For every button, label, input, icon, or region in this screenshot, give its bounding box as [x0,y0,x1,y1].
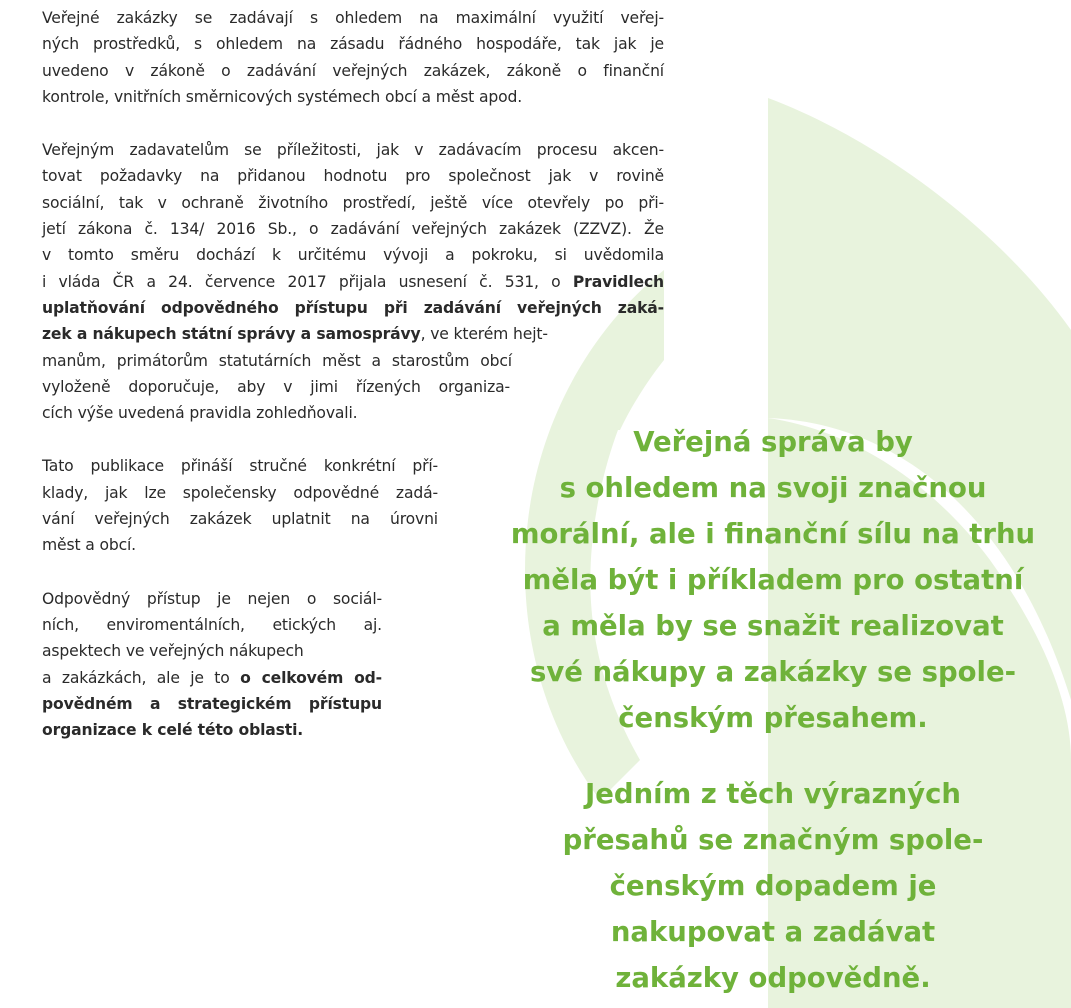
text-line: jetí zákona č. 134/ 2016 Sb., o zadávání veřejných zakázek (ZZVZ). Že [42,220,664,239]
text-line: vání veřejných zakázek uplatnit na úrovni [42,510,438,529]
quote-line: čenským dopadem je [609,870,937,902]
bold-text-run: Pravidlech [572,272,664,291]
text-run: a zakázkách, ale je to [42,668,241,687]
text-line [42,295,664,321]
text-line: cích výše uvedená pravidla zohledňovali. [42,404,358,423]
text-line: v tomto směru dochází k určitému vývoji a pokroku, si uvědomila [42,246,664,265]
quote-line: své nákupy a zakázky se spole- [529,656,1017,688]
quote-line: Veřejná správa by [633,426,913,458]
bold-text-run: organizace k celé této oblasti. [42,721,304,740]
bold-text-run: zek a nákupech státní správy a samosprávy [42,325,421,344]
paragraph-4 [42,586,382,744]
bold-text-run: povědném a strategickém přístupu [42,694,382,713]
text-line: ních, enviromentálních, etických aj. [42,615,382,634]
pull-quote-1 [508,419,1038,741]
pull-quote-2 [508,771,1038,1001]
text-line [42,691,382,717]
text-line: Tato publikace přináší stručné konkrétní pří- [42,457,438,476]
text-line: ných prostředků, s ohledem na zásadu řádného hospodáře, tak jak je [42,35,664,54]
quote-line: Jedním z těch výrazných [585,778,961,810]
text-line [42,717,382,743]
text-line: manům, primátorům statutárních měst a starostům obcí [42,351,512,370]
paragraph-3 [42,453,438,558]
text-line: Odpovědný přístup je nejen o sociál- [42,589,382,608]
quote-line: zakázky odpovědně. [615,962,931,994]
quote-line: měla být i příkladem pro ostatní [522,564,1024,596]
text-line: aspektech ve veřejných nákupech [42,642,304,661]
text-run: , ve kterém hejt- [420,325,548,344]
text-line: Veřejné zakázky se zadávají s ohledem na maximální využití veřej- [42,9,664,27]
paragraph-1 [42,5,664,110]
bold-text-run: uplatňování odpovědného přístupu při zadávání veřejných zaká- [42,298,664,317]
text-line: uvedeno v zákoně o zadávání veřejných zakázek, zákoně o finanční [42,61,664,80]
text-line: vyloženě doporučuje, aby v jimi řízených organiza- [42,377,510,396]
text-line: Veřejným zadavatelům se příležitosti, jak v zadávacím procesu akcen- [42,141,664,160]
text-line [42,269,664,295]
quote-line: přesahů se značným spole- [562,824,984,856]
quote-line: a měla by se snažit realizovat [542,610,1004,642]
text-line: klady, jak lze společensky odpovědné zadá- [42,483,438,502]
paragraph-2 [42,137,664,426]
quote-line: morální, ale i finanční sílu na trhu [510,518,1036,550]
text-line [42,665,382,691]
text-line: kontrole, vnitřních směrnicových systémech obcí a měst apod. [42,87,523,106]
quote-line: čenským přesahem. [618,702,928,734]
text-line: sociální, tak v ochraně životního prostředí, ještě více otevřely po při- [42,193,664,212]
text-line: měst a obcí. [42,536,136,555]
text-line: tovat požadavky na přidanou hodnotu pro společnost jak v rovině [42,167,664,186]
quote-line: nakupovat a zadávat [610,916,936,948]
quote-line: s ohledem na svoji značnou [559,472,987,504]
text-line [42,321,597,347]
bold-text-run: o celkovém od- [240,668,382,687]
text-run: i vláda ČR a 24. července 2017 přijala usnesení č. 531, o [42,272,573,291]
